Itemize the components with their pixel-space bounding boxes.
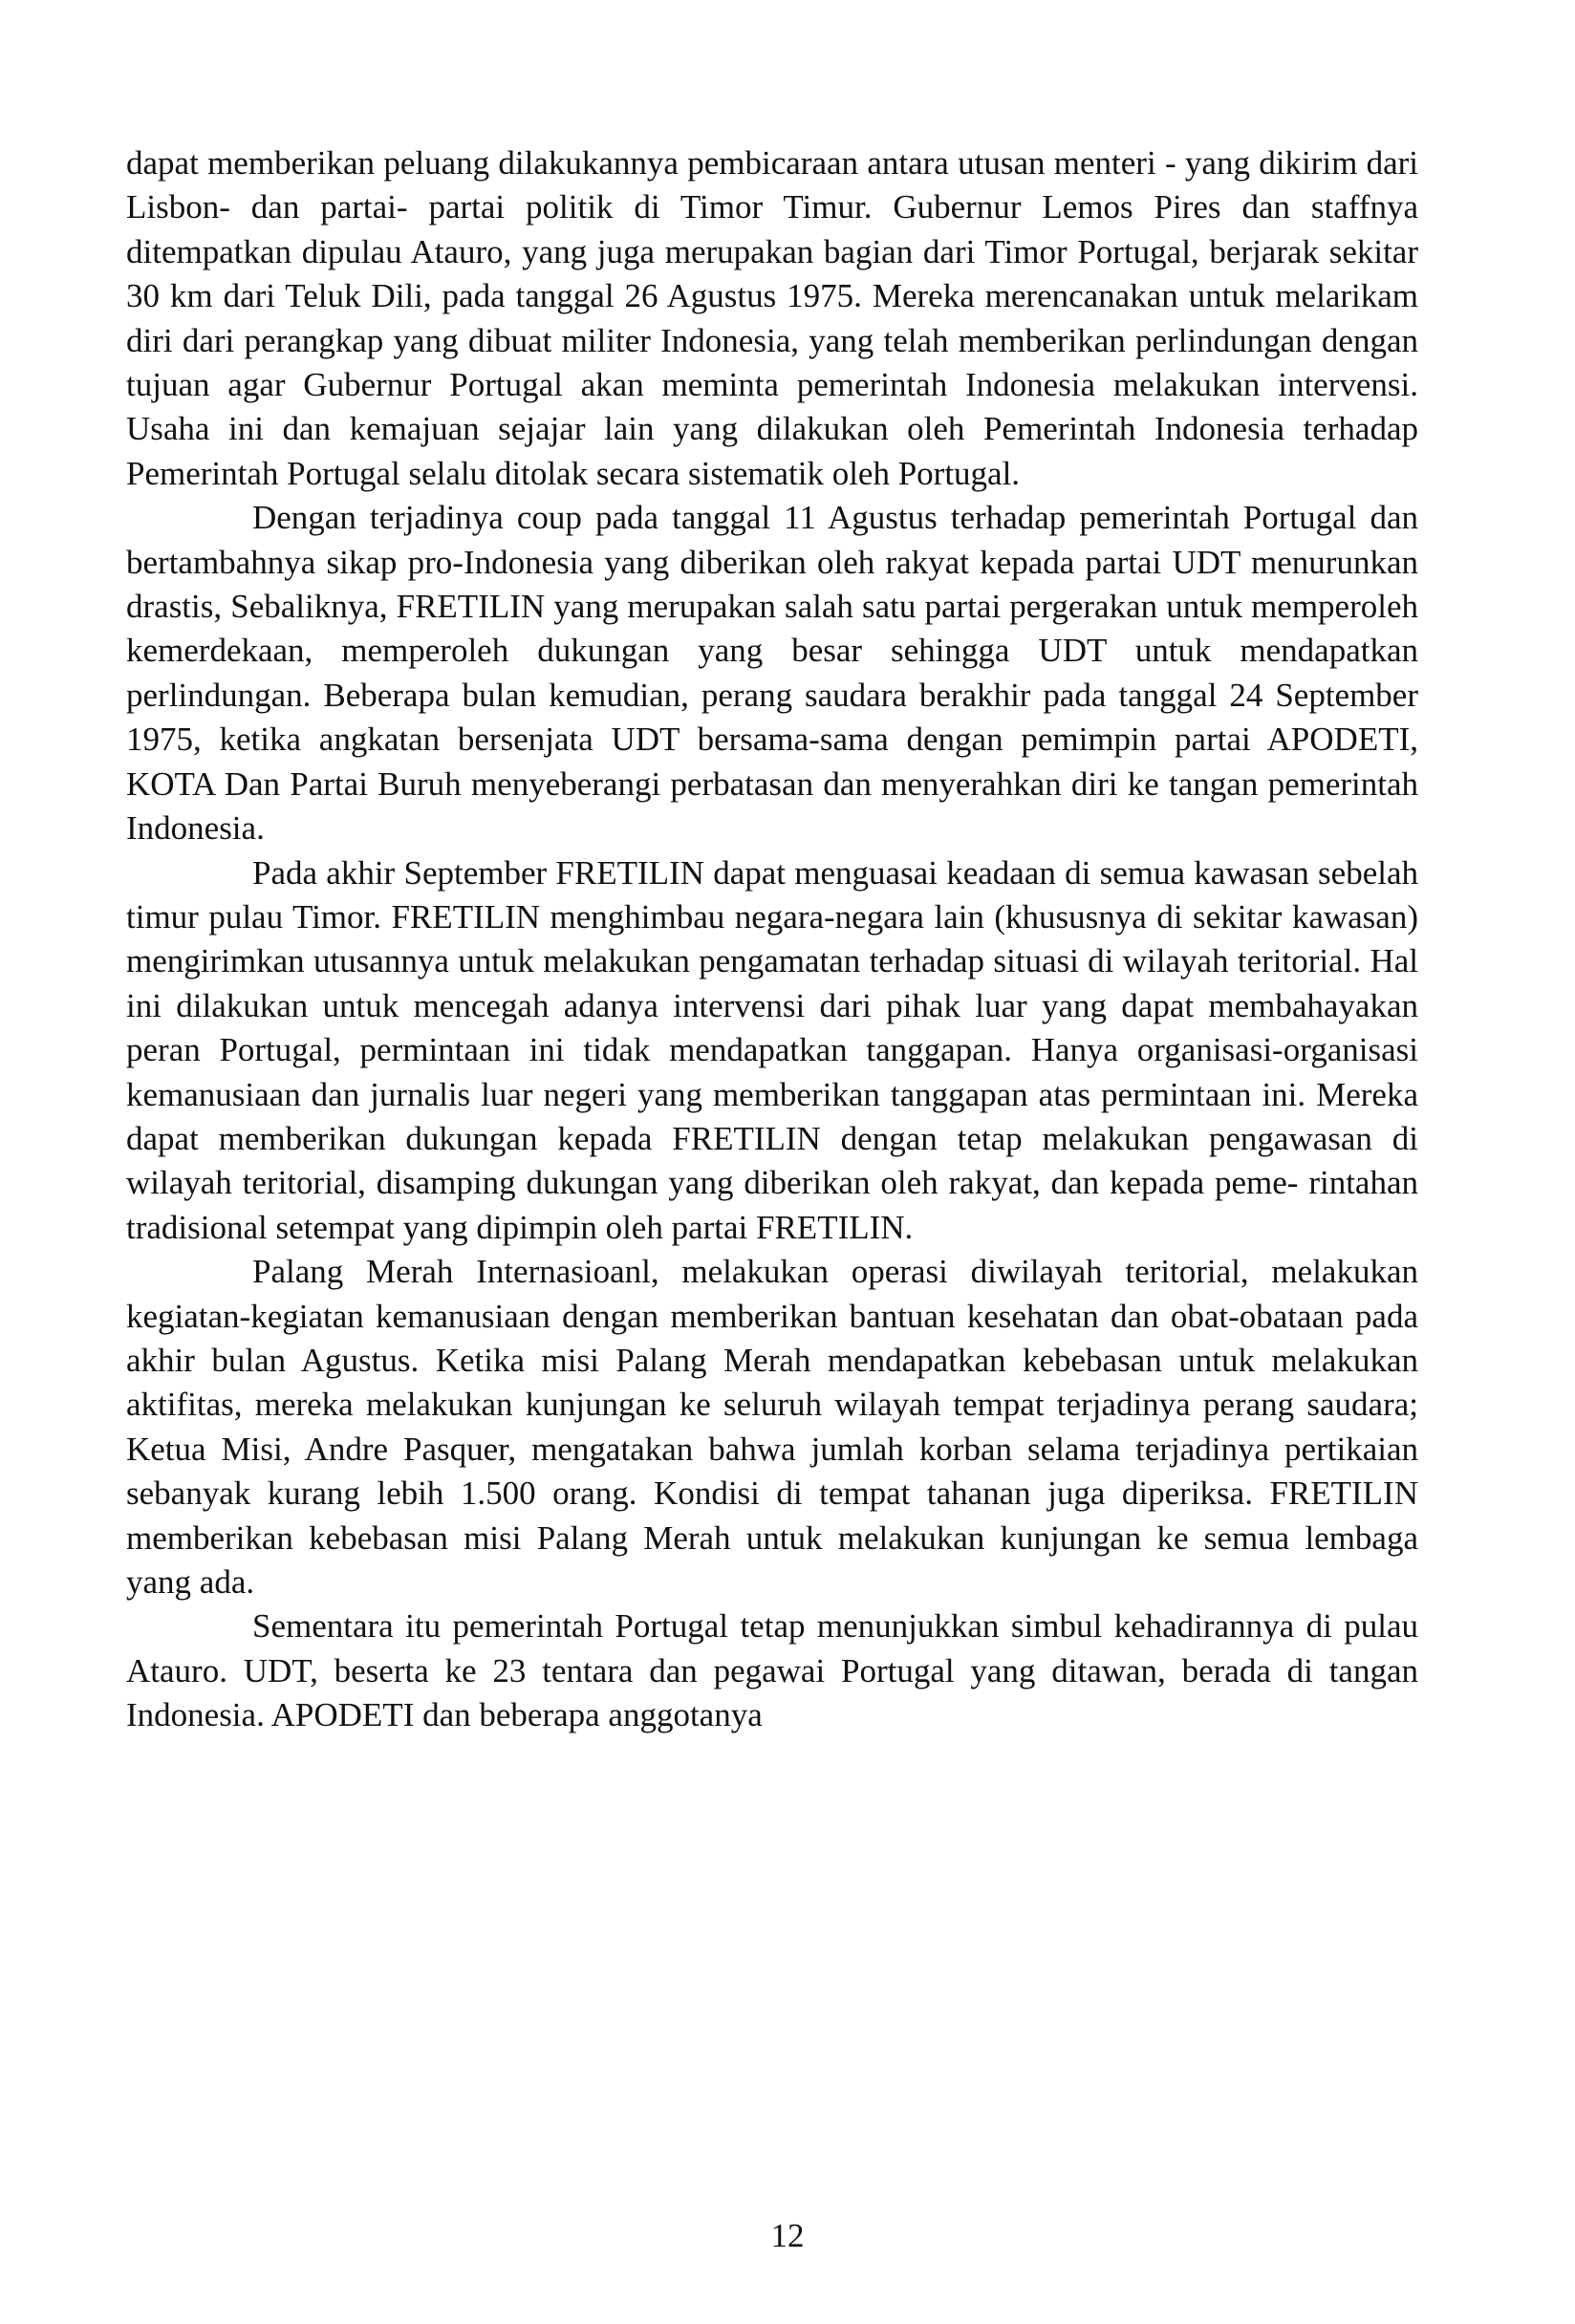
page-number: 12 [770, 2217, 805, 2254]
paragraph-continuation: dapat memberikan peluang dilakukannya pembicaraan antara utusan menteri - yang dikirim dari Lisbon- dan partai- partai politik di Timor Timur. Gubernur Lemos Pires dan staffnya ditempatkan dipulau Atauro, yang juga merupakan bagian dari Timor Portugal, berjarak sekitar 30 km dari Teluk Dili, pada tanggal 26 Agustus 1975. Mereka merencanakan untuk melarikam diri dari perangkap yang dibuat militer Indonesia, yang telah memberikan perlindungan dengan tujuan agar Gubernur Portugal akan meminta pemerintah Indonesia melakukan intervensi. Usaha ini dan kemajuan sejajar lain yang dilakukan oleh Pemerintah Indonesia terhadap Pemerintah Portugal selalu ditolak secara sistematik oleh Portugal. [126, 144, 1418, 492]
body-text [126, 141, 1418, 1738]
paragraph-coup: Dengan terjadinya coup pada tanggal 11 Agustus terhadap pemerintah Portugal dan bertambahnya sikap pro-Indonesia yang diberikan oleh rakyat kepada partai UDT menurunkan drastis, Sebaliknya, FRETILIN yang merupakan salah satu partai pergerakan untuk memperoleh kemerdekaan, memperoleh dukungan yang besar sehingga UDT untuk mendapatkan perlindungan. Beberapa bulan kemudian, perang saudara berakhir pada tanggal 24 September 1975, ketika angkatan bersenjata UDT bersama-sama dengan pemimpin partai APODETI, KOTA Dan Partai Buruh menyeberangi perbatasan dan menyerahkan diri ke tangan pemerintah Indonesia. [126, 499, 1418, 848]
paragraph-fretilin-control: Pada akhir September FRETILIN dapat menguasai keadaan di semua kawasan sebelah timur pulau Timor. FRETILIN menghimbau negara-negara lain (khususnya di sekitar kawasan) mengirimkan utusannya untuk melakukan pengamatan terhadap situasi di wilayah teritorial. Hal ini dilakukan untuk mencegah adanya intervensi dari pihak luar yang dapat membahayakan peran Portugal, permintaan ini tidak mendapatkan tanggapan. Hanya organisasi-organisasi kemanusiaan dan jurnalis luar negeri yang memberikan tanggapan atas permintaan ini. Mereka dapat memberikan dukungan kepada FRETILIN dengan tetap melakukan pengawasan di wilayah teritorial, disamping dukungan yang diberikan oleh rakyat, dan kepada peme- rintahan tradisional setempat yang dipimpin oleh partai FRETILIN. [126, 853, 1418, 1246]
paragraph-portugal-atauro: Sementara itu pemerintah Portugal tetap menunjukkan simbul kehadirannya di pulau Atauro. UDT, beserta ke 23 tentara dan pegawai Portugal yang ditawan, berada di tangan Indonesia. APODETI dan beberapa anggotanya [126, 1607, 1418, 1734]
paragraph-red-cross: Palang Merah Internasioanl, melakukan operasi diwilayah teritorial, melakukan kegiatan-kegiatan kemanusiaan dengan memberikan bantuan kesehatan dan obat-obataan pada akhir bulan Agustus. Ketika misi Palang Merah mendapatkan kebebasan untuk melakukan aktifitas, mereka melakukan kunjungan ke seluruh wilayah tempat terjadinya perang saudara; Ketua Misi, Andre Pasquer, mengatakan bahwa jumlah korban selama terjadinya pertikaian sebanyak kurang lebih 1.500 orang. Kondisi di tempat tahanan juga diperiksa. FRETILIN memberikan kebebasan misi Palang Merah untuk melakukan kunjungan ke semua lembaga yang ada. [126, 1253, 1418, 1601]
